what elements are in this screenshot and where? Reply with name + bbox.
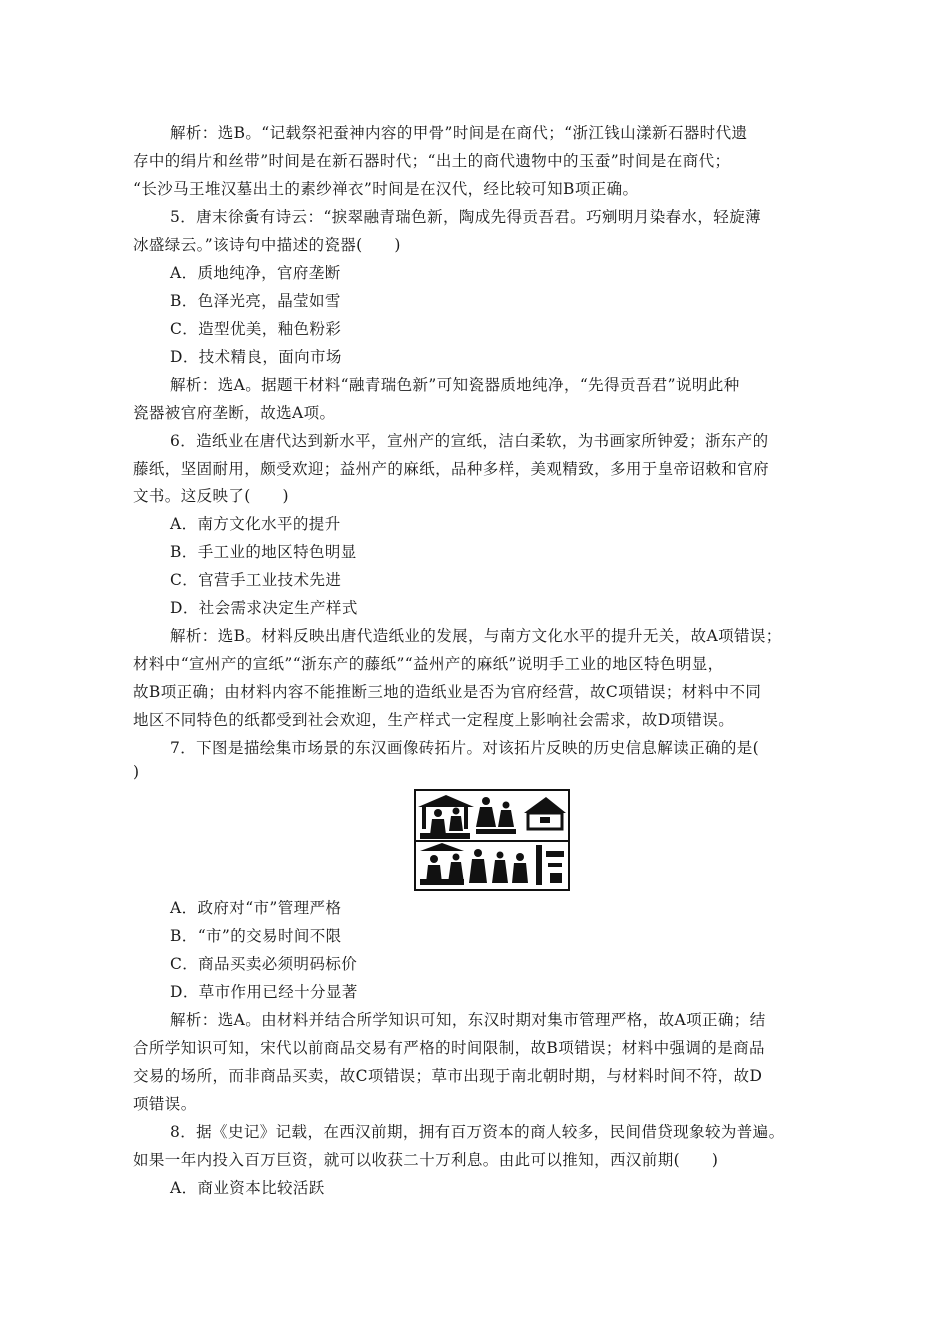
- q6-option-b: B．手工业的地区特色明显: [170, 543, 357, 561]
- q6-stem-line-2: 藤纸，坚固耐用，颇受欢迎；益州产的麻纸，品种多样，美观精致，多用于皇帝诏敕和官府: [133, 460, 770, 478]
- q4-analysis-line-2: 存中的绢片和丝带”时间是在新石器时代；“出土的商代遗物中的玉蚕”时间是在商代；: [133, 152, 731, 170]
- q7-option-c: C．商品买卖必须明码标价: [170, 955, 358, 973]
- q7-option-a: A．政府对“市”管理严格: [170, 899, 342, 917]
- q6-option-a: A．南方文化水平的提升: [170, 515, 341, 533]
- q7-analysis-line-2: 合所学知识可知，宋代以前商品交易有严格的时间限制，故B项错误；材料中强调的是商品: [133, 1039, 765, 1057]
- q7-analysis-line-1: 解析：选A。由材料并结合所学知识可知，东汉时期对集市管理严格，故A项正确；结: [170, 1011, 766, 1029]
- q7-stem-line-1: 7．下图是描绘集市场景的东汉画像砖拓片。对该拓片反映的历史信息解读正确的是(: [170, 739, 760, 757]
- q7-option-d: D．草市作用已经十分显著: [170, 983, 358, 1001]
- q6-analysis-line-3: 故B项正确；由材料内容不能推断三地的造纸业是否为官府经营，故C项错误；材料中不同: [133, 683, 762, 701]
- q6-analysis-line-1: 解析：选B。材料反映出唐代造纸业的发展，与南方文化水平的提升无关，故A项错误；: [170, 627, 782, 645]
- q7-analysis-line-3: 交易的场所，而非商品买卖，故C项错误；草市出现于南北朝时期，与材料时间不符，故D: [133, 1067, 763, 1085]
- q7-analysis-line-4: 项错误。: [133, 1095, 197, 1113]
- q5-option-d: D．技术精良，面向市场: [170, 348, 342, 366]
- q5-analysis-line-1: 解析：选A。据题干材料“融青瑞色新”可知瓷器质地纯净，“先得贡吾君”说明此种: [170, 376, 740, 394]
- q5-analysis-line-2: 瓷器被官府垄断，故选A项。: [133, 404, 336, 422]
- q7-stem-line-2: ): [133, 763, 140, 781]
- q6-option-d: D．社会需求决定生产样式: [170, 599, 358, 617]
- q8-stem-line-1: 8．据《史记》记载，在西汉前期，拥有百万资本的商人较多，民间借贷现象较为普遍。: [170, 1123, 785, 1141]
- q5-option-c: C．造型优美，釉色粉彩: [170, 320, 342, 338]
- q6-analysis-line-2: 材料中“宣州产的宣纸”“浙东产的藤纸”“益州产的麻纸”说明手工业的地区特色明显，: [133, 655, 724, 673]
- q5-option-b: B．色泽光亮，晶莹如雪: [170, 292, 341, 310]
- q4-analysis-line-1: 解析：选B。“记载祭祀蚕神内容的甲骨”时间是在商代；“浙江钱山漾新石器时代遗: [170, 124, 748, 142]
- q5-option-a: A．质地纯净，官府垄断: [170, 264, 341, 282]
- q8-stem-line-2: 如果一年内投入百万巨资，就可以收获二十万利息。由此可以推知，西汉前期( ): [133, 1151, 719, 1169]
- han-market-brick-rubbing-image: [414, 789, 570, 891]
- q6-option-c: C．官营手工业技术先进: [170, 571, 342, 589]
- q4-analysis-line-3: “长沙马王堆汉墓出土的素纱禅衣”时间是在汉代，经比较可知B项正确。: [133, 180, 639, 198]
- q6-analysis-line-4: 地区不同特色的纸都受到社会欢迎，生产样式一定程度上影响社会需求，故D项错误。: [133, 711, 735, 729]
- q8-option-a: A．商业资本比较活跃: [170, 1179, 325, 1197]
- q5-stem-line-1: 5．唐末徐夤有诗云：“捩翠融青瑞色新，陶成先得贡吾君。巧剜明月染春水，轻旋薄: [170, 208, 761, 226]
- q5-stem-line-2: 冰盛绿云。”该诗句中描述的瓷器( ): [133, 236, 401, 254]
- q7-option-b: B．“市”的交易时间不限: [170, 927, 342, 945]
- q6-stem-line-3: 文书。这反映了( ): [133, 487, 289, 505]
- q6-stem-line-1: 6．造纸业在唐代达到新水平，宣州产的宣纸，洁白柔软，为书画家所钟爱；浙东产的: [170, 432, 769, 450]
